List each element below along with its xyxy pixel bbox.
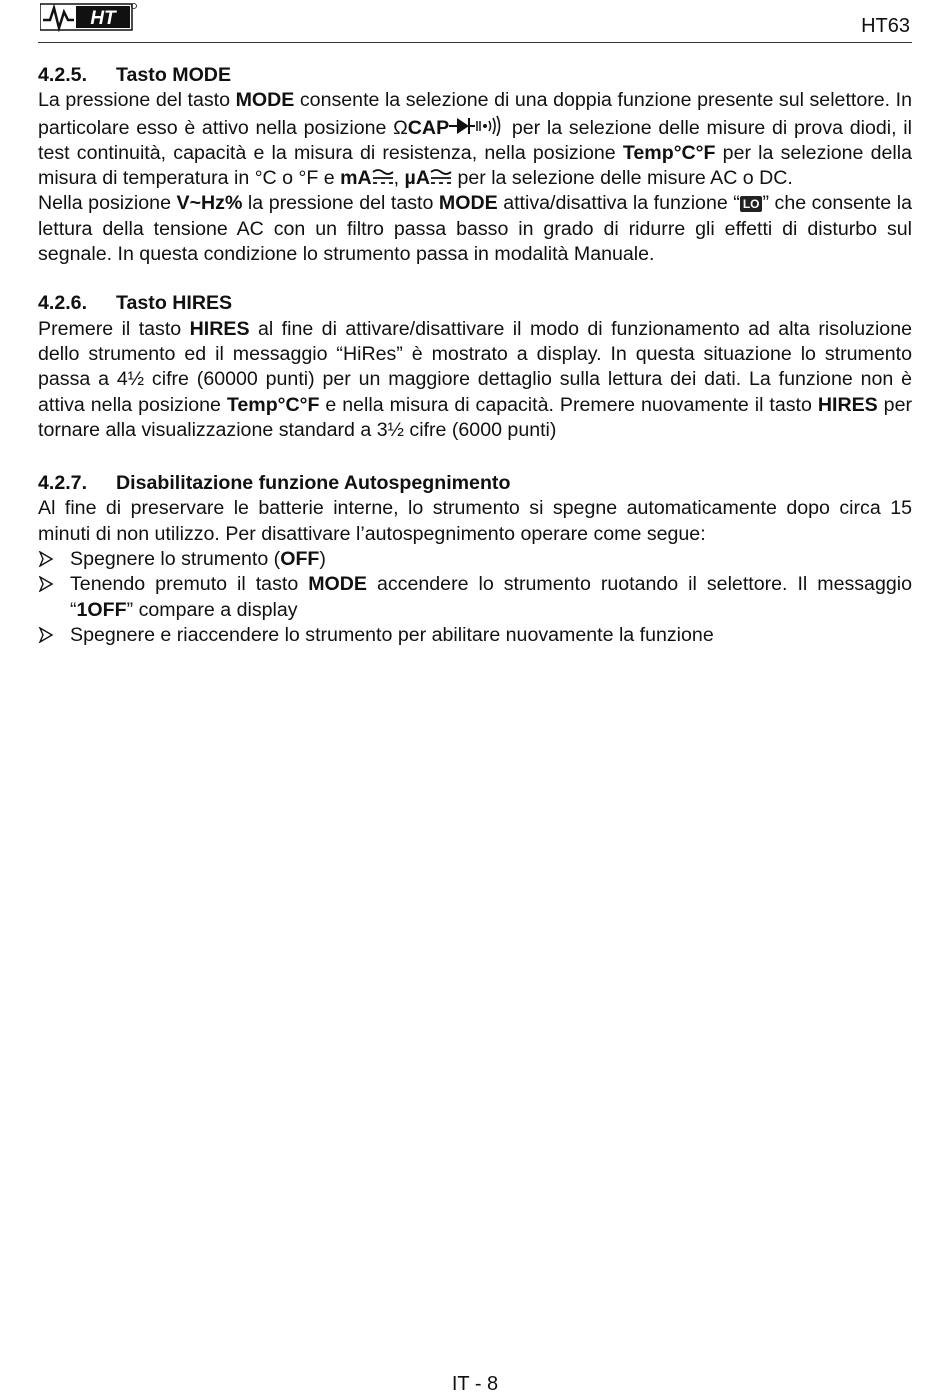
section-heading-4-2-5: 4.2.5. Tasto MODE — [38, 64, 232, 86]
hires-paragraph: Premere il tasto HIRES al fine di attivare/disattivare il modo di funzionamento ad alta risoluzione dello strumento ed il messaggio “HiRes” è mostrato a display. In questa situazione lo strumento passa a 4½ cifre (60000 punti) per un maggiore dettaglio sulla lettura dei dati. La funzione non è attiva nella posizione Temp°C°F e nella misura di capacità. Premere nuovamente il tasto HIRES per tornare alla visualizzazione standard a 3½ cifre (6000 punti) — [38, 317, 912, 441]
page-header — [38, 0, 912, 43]
arrow-bullet-icon — [38, 551, 54, 567]
arrow-bullet-icon — [38, 576, 54, 592]
list-item: Spegnere lo strumento (OFF) — [38, 547, 912, 572]
ac-dc-symbol-icon — [430, 168, 452, 186]
mode-paragraph-2: Nella posizione V~Hz% la pressione del tasto MODE attiva/disattiva la funzione “ LO ” che consente la lettura della tensione AC con un filtro passa basso in grado di ridurre gli effetti di disturbo sul segnale. In questa condizione lo strumento passa in modalità Manuale. — [38, 192, 912, 266]
mode-paragraph-1: La pressione del tasto MODE consente la selezione di una doppia funzione presente sul selettore. In particolare esso è attivo nella posizione ΩCAP per la selezione delle misure di prova diodi, il test continuità, capacità e la misura di resistenza, nella posizione Temp°C°F per la selezione della misura di temperatura in °C o °F e mA , µA per la selezione delle misure AC o DC. — [38, 89, 912, 190]
svg-text:HT: HT — [90, 8, 116, 29]
lo-filter-icon: LO — [740, 196, 763, 212]
list-item: Spegnere e riaccendere lo strumento per abilitare nuovamente la funzione — [38, 623, 912, 648]
arrow-bullet-icon — [38, 627, 54, 643]
diode-continuity-icon — [449, 114, 505, 136]
autopoweroff-intro: Al fine di preservare le batterie interne, lo strumento si spegne automaticamente dopo circa 15 minuti di non utilizzo. Per disattivare l’autospegnimento operare come segue: — [38, 497, 912, 545]
page-content — [38, 63, 912, 648]
autopoweroff-steps — [38, 547, 912, 648]
list-item: Tenendo premuto il tasto MODE accendere lo strumento ruotando il selettore. Il messaggio “1OFF” compare a display — [38, 572, 912, 623]
page-number: IT - 8 — [451, 1373, 499, 1395]
model-name: HT63 — [861, 15, 910, 37]
section-heading-4-2-7: 4.2.7. Disabilitazione funzione Autospegnimento — [38, 472, 511, 495]
section-heading-4-2-6: 4.2.6. Tasto HIRES — [38, 292, 233, 315]
ac-dc-symbol-icon — [372, 168, 394, 186]
ht-logo — [40, 2, 138, 32]
